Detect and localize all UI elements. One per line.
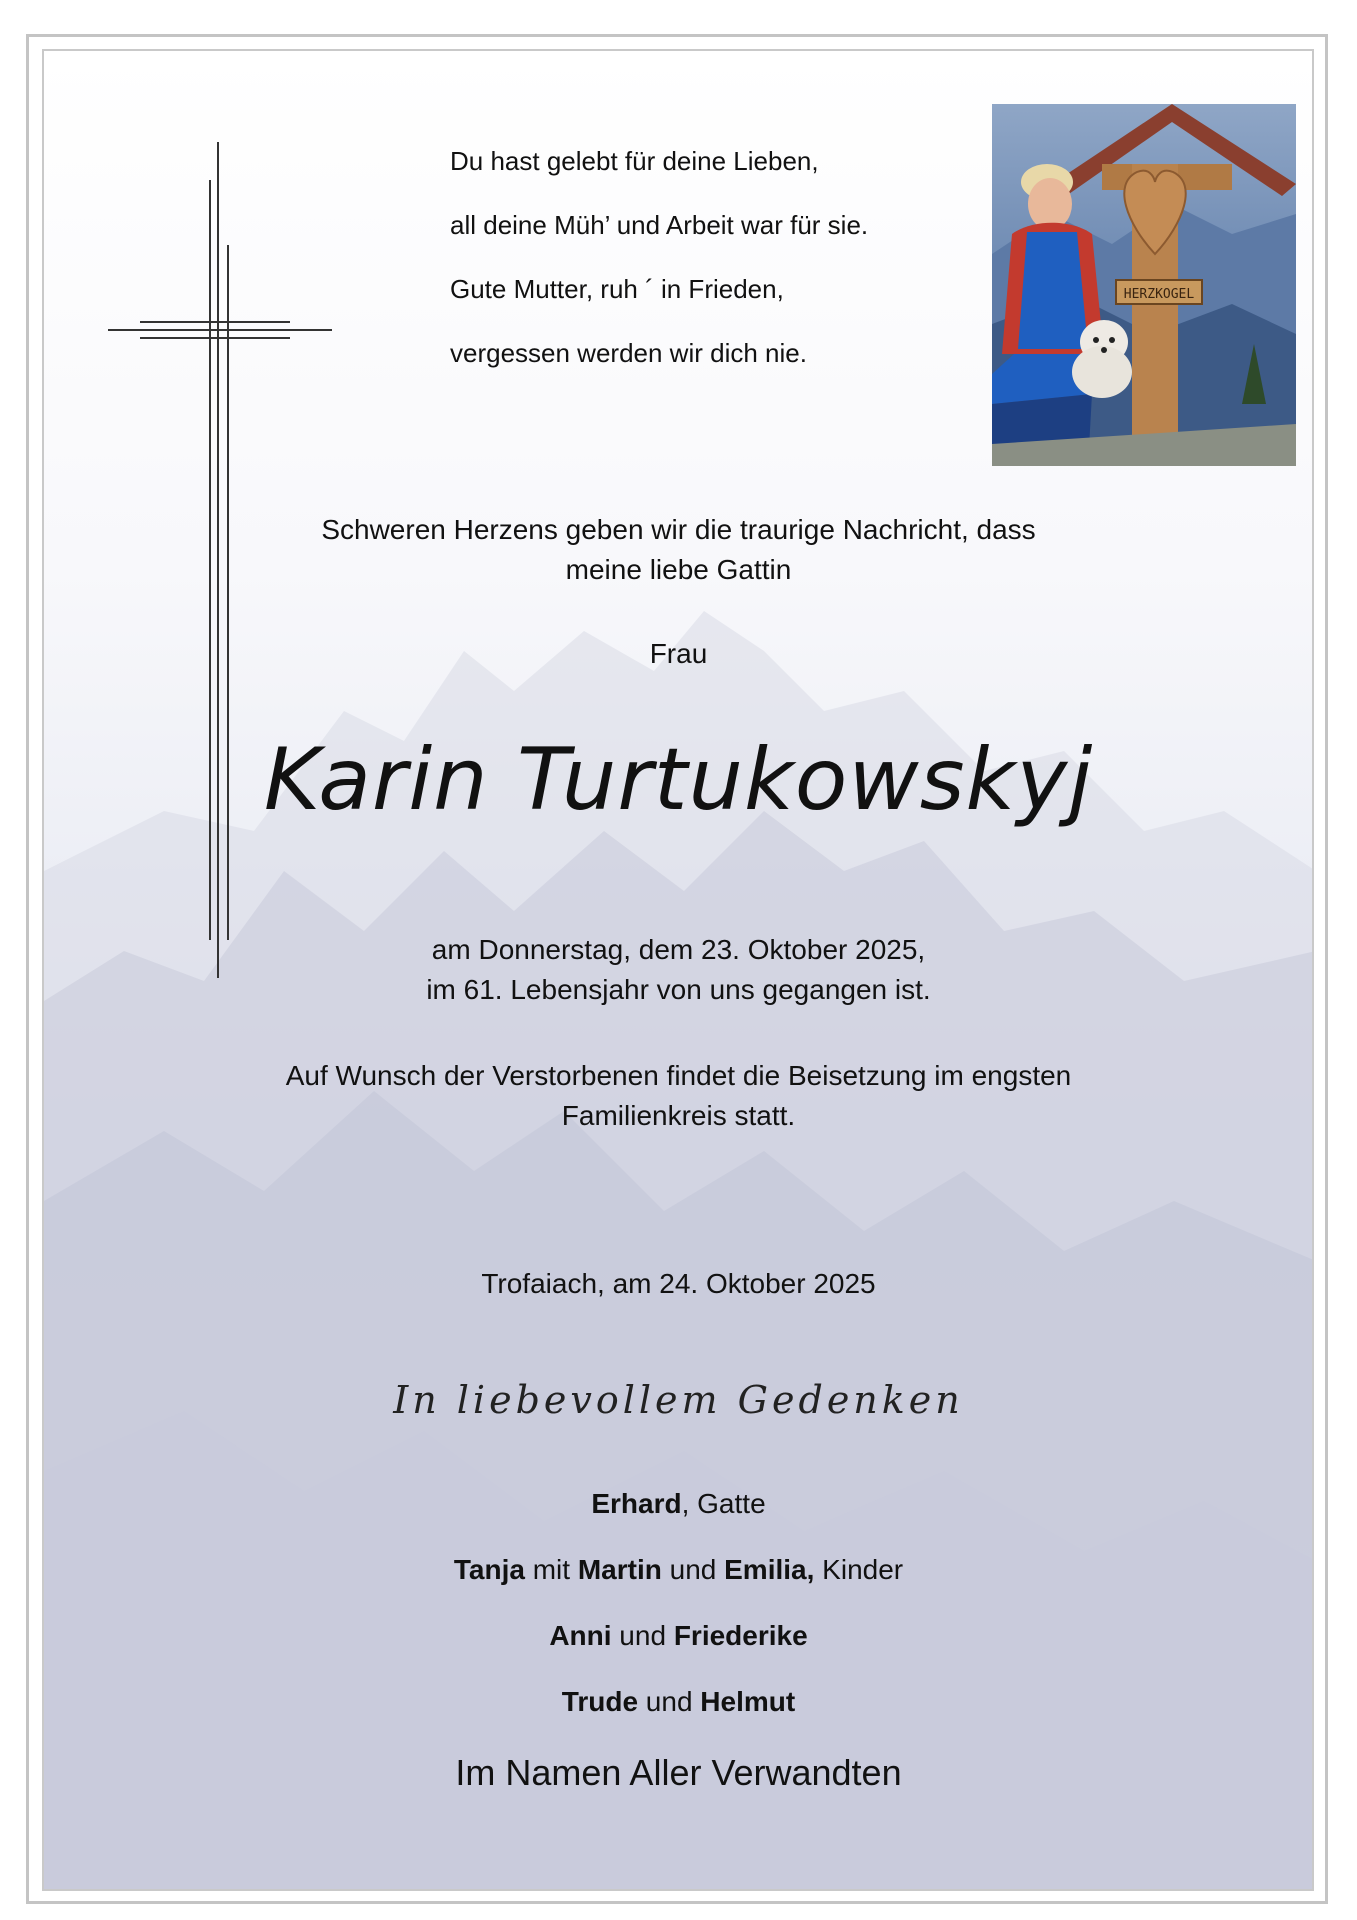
- mourner-name: Anni: [549, 1620, 612, 1651]
- death-line-2: im 61. Lebensjahr von uns gegangen ist.: [426, 974, 931, 1005]
- deceased-name: Karin Turtukowskyj: [263, 730, 1094, 830]
- poem-line-1: Du hast gelebt für deine Lieben,: [450, 146, 819, 176]
- mourner-relation: Kinder: [814, 1554, 904, 1585]
- closing-line: Im Namen Aller Verwandten: [455, 1752, 902, 1793]
- photo-illustration: [992, 104, 1296, 466]
- mourner-row-1: [0, 1488, 1357, 1520]
- mourner-name: Emilia,: [724, 1554, 815, 1585]
- mourner-name: Tanja: [453, 1554, 525, 1585]
- mourner-connector: und: [611, 1620, 674, 1651]
- announcement-line-1: Schweren Herzens geben wir die traurige Nachricht, dass: [321, 514, 1036, 545]
- salutation: Frau: [649, 638, 708, 669]
- mourner-relation: , Gatte: [681, 1488, 766, 1519]
- mourner-connector: und: [661, 1554, 725, 1585]
- photo-sign-text: HERZKOGEL: [1123, 287, 1195, 302]
- poem-line-2: all deine Müh’ und Arbeit war für sie.: [450, 210, 869, 240]
- poem-line-3: Gute Mutter, ruh ´ in Frieden,: [450, 274, 784, 304]
- mourner-row-4: [0, 1686, 1357, 1718]
- memorial-photo: [992, 104, 1296, 466]
- remembrance-heading: In liebevollem Gedenken: [393, 1378, 964, 1422]
- mourner-row-2: [0, 1554, 1357, 1586]
- funeral-line-2: Familienkreis statt.: [561, 1100, 796, 1131]
- mourner-name: Martin: [577, 1554, 662, 1585]
- poem-line-4: vergessen werden wir dich nie.: [450, 338, 807, 368]
- mourner-name: Helmut: [700, 1686, 796, 1717]
- death-line-1: am Donnerstag, dem 23. Oktober 2025,: [431, 934, 926, 965]
- mourner-name: Friederike: [673, 1620, 808, 1651]
- mourner-name: Trude: [561, 1686, 639, 1717]
- funeral-line-1: Auf Wunsch der Verstorbenen findet die Beisetzung im engsten: [285, 1060, 1072, 1091]
- mourner-connector: und: [638, 1686, 701, 1717]
- announcement-line-2: meine liebe Gattin: [565, 554, 792, 585]
- mourner-connector: mit: [524, 1554, 578, 1585]
- mourner-name: Erhard: [591, 1488, 682, 1519]
- place-date: Trofaiach, am 24. Oktober 2025: [481, 1268, 876, 1299]
- mourner-row-3: [0, 1620, 1357, 1652]
